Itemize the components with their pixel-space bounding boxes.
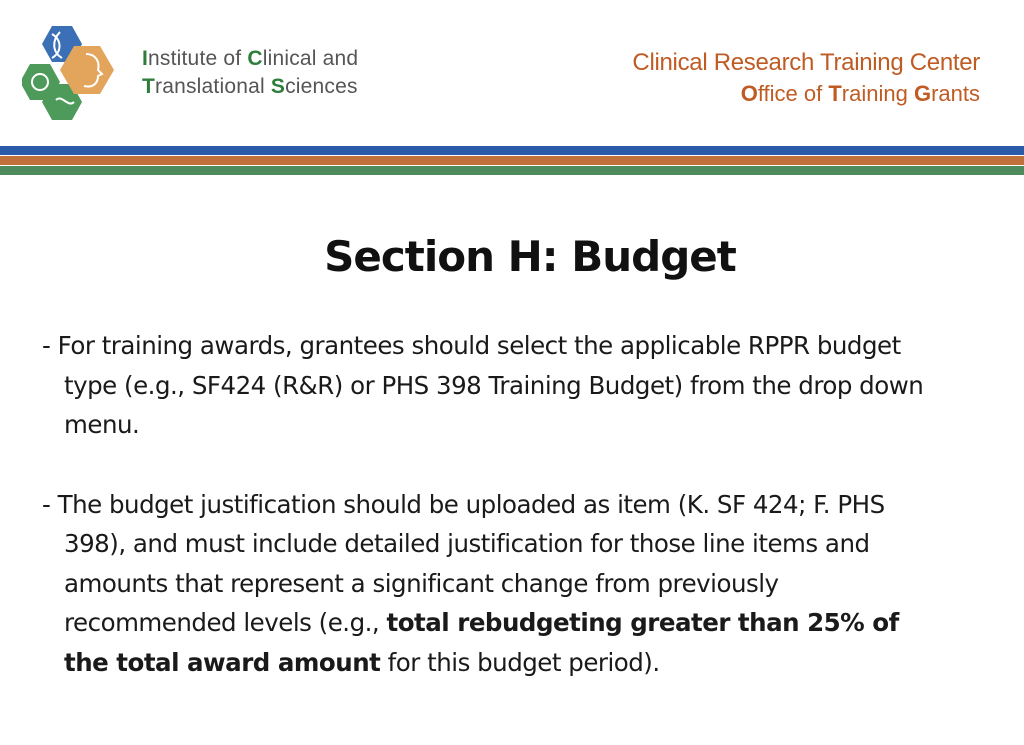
ictss-logo-icon [22, 24, 142, 124]
institute-name-line-2: Translational Sciences [142, 75, 358, 98]
blue-stripe [0, 146, 1024, 155]
orange-stripe [0, 156, 1024, 165]
header-divider-stripes [0, 146, 1024, 175]
office-title: Office of Training Grants [740, 81, 980, 106]
center-name [632, 48, 980, 110]
slide-header [0, 0, 1024, 146]
slide-title: Section H: Budget [324, 232, 736, 281]
institute-name-line-1: Institute of Clinical and [142, 47, 359, 70]
emphasis-rebudgeting: total rebudgeting greater than 25% of the total award amount [64, 608, 899, 677]
green-stripe [0, 166, 1024, 175]
center-title: Clinical Research Training Center [632, 49, 980, 76]
paragraph-budget-justification: - The budget justification should be uploaded as item (K. SF 424; F. PHS 398), and must include detailed justification for those line items and amounts that represent a significant change from previously recommended levels (e.g., total rebudgeting greater than 25% of the total award amount for this budget period). [42, 489, 899, 677]
institute-name [142, 45, 358, 101]
slide-body [42, 326, 942, 722]
paragraph-budget-type: - For training awards, grantees should select the applicable RPPR budget type (e.g., SF424 (R&R) or PHS 398 Training Budget) from the drop down menu. [42, 331, 924, 439]
